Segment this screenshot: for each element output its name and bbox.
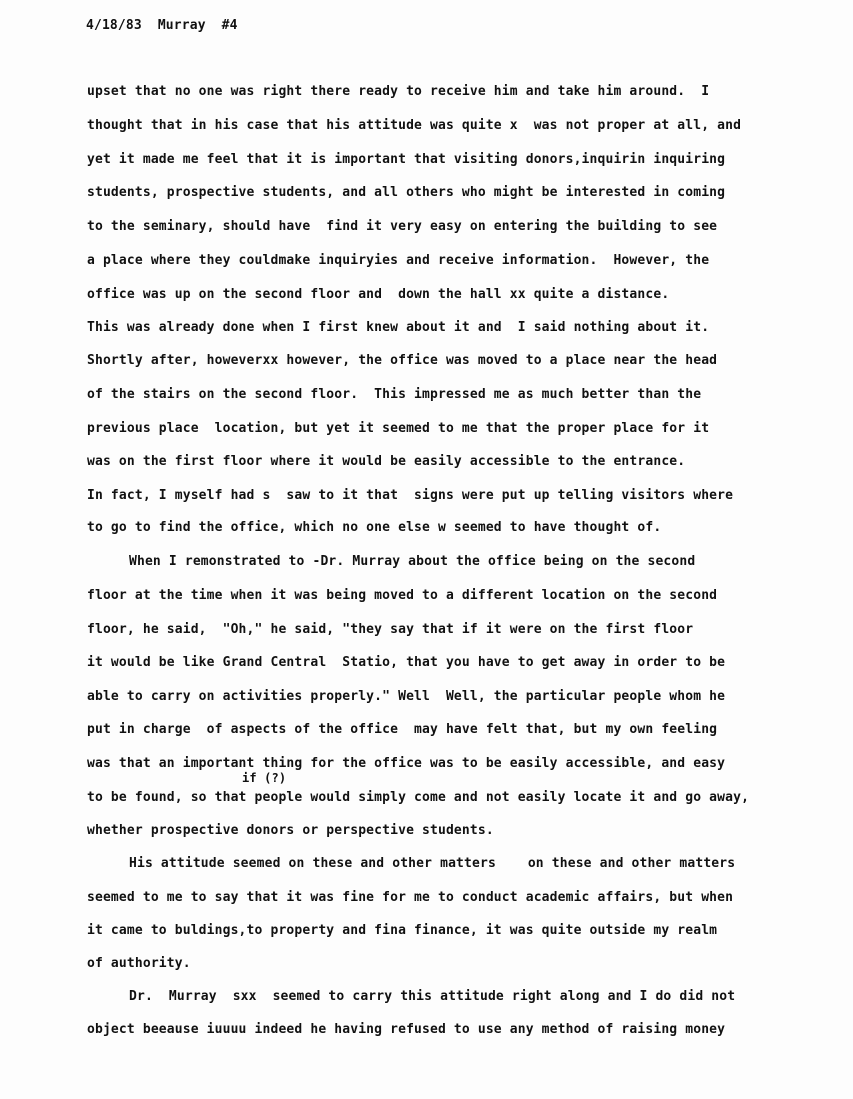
header-date: 4/18/83 xyxy=(86,18,142,33)
text-line: This was already done when I first knew about it and I said nothing about it. xyxy=(87,320,710,335)
text-line: object beeause iuuuu indeed he having refused to use any method of raising money xyxy=(87,1022,726,1037)
text-line: students, prospective students, and all others who might be interested in coming xyxy=(87,185,726,200)
text-line: to go to find the office, which no one else w seemed to have thought of. xyxy=(87,520,662,535)
text-line: floor, he said, "Oh," he said, "they say that if it were on the first floor xyxy=(87,622,694,637)
text-line: able to carry on activities properly." Well Well, the particular people whom he xyxy=(87,689,726,704)
text-line: seemed to me to say that it was fine for me to conduct academic affairs, but when xyxy=(87,890,734,905)
text-line: When I remonstrated to -Dr. Murray about the office being on the second xyxy=(129,554,696,569)
text-line: put in charge of aspects of the office may have felt that, but my own feeling xyxy=(87,722,718,737)
text-line: to be found, so that people would simply come and not easily locate it and go away, xyxy=(87,790,750,805)
text-line: of the stairs on the second floor. This impressed me as much better than the xyxy=(87,387,702,402)
page-header xyxy=(86,18,238,33)
interlinear-note: if (?) xyxy=(242,771,287,785)
text-line: thought that in his case that his attitude was quite x was not proper at all, and xyxy=(87,118,742,133)
header-name: Murray xyxy=(157,18,206,33)
text-line: to the seminary, should have find it very easy on entering the building to see xyxy=(87,219,718,234)
header-page-number: #4 xyxy=(221,18,238,33)
text-line: of authority. xyxy=(87,956,191,971)
text-line: yet it made me feel that it is important that visiting donors,inquirin inquiring xyxy=(87,152,726,167)
text-line: Dr. Murray sxx seemed to carry this attitude right along and I do did not xyxy=(129,989,736,1004)
text-line: In fact, I myself had s saw to it that signs were put up telling visitors where xyxy=(87,488,734,503)
text-line: office was up on the second floor and down the hall xx quite a distance. xyxy=(87,287,670,302)
text-line: upset that no one was right there ready to receive him and take him around. I xyxy=(87,84,710,99)
text-line: previous place location, but yet it seemed to me that the proper place for it xyxy=(87,421,710,436)
text-line: Shortly after, howeverxx however, the office was moved to a place near the head xyxy=(87,353,718,368)
text-line: floor at the time when it was being moved to a different location on the second xyxy=(87,588,718,603)
text-line: was that an important thing for the office was to be easily accessible, and easy xyxy=(87,756,726,771)
text-line: it came to buldings,to property and fina finance, it was quite outside my realm xyxy=(87,923,718,938)
text-line: it would be like Grand Central Statio, that you have to get away in order to be xyxy=(87,655,726,670)
text-line: was on the first floor where it would be easily accessible to the entrance. xyxy=(87,454,686,469)
text-line: whether prospective donors or perspective students. xyxy=(87,823,494,838)
text-line: a place where they couldmake inquiryies and receive information. However, the xyxy=(87,253,710,268)
text-line: His attitude seemed on these and other matters on these and other matters xyxy=(129,856,736,871)
